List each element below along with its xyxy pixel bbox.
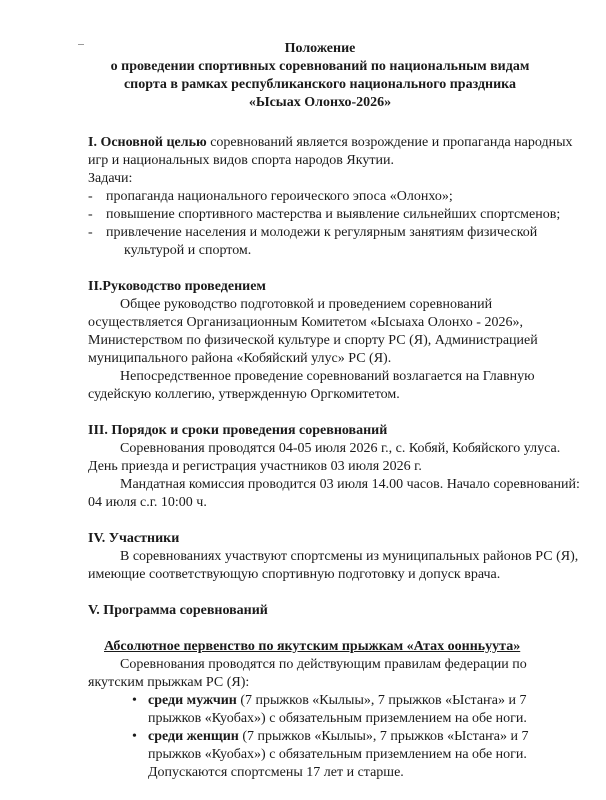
men-item-line-2: прыжков «Куобах») с обязательным приземлением на обе ноги.	[148, 711, 527, 726]
section-1-heading: I. Основной целью	[88, 135, 207, 150]
section-5-paragraph-line-1: Соревнования проводятся по действующим правилам федерации по	[120, 657, 527, 672]
women-item-line-2: прыжков «Куобах») с обязательным приземлением на обе ноги.	[148, 747, 527, 762]
task-item-1: пропаганда национального героического эпоса «Олонхо»;	[106, 189, 453, 204]
document-title: Положение	[284, 41, 356, 56]
section-3-heading: III. Порядок и сроки проведения соревнований	[88, 423, 388, 438]
task-item-3-continued: культурой и спортом.	[124, 243, 252, 258]
women-item-line-1	[148, 728, 529, 746]
document-subtitle-line-3: «Ысыах Олонхо-2026»	[248, 95, 392, 110]
section-3-paragraph-2-line-1: Мандатная комиссия проводится 03 июля 14.00 часов. Начало соревнований:	[120, 477, 580, 492]
section-2-paragraph-1-line-1: Общее руководство подготовкой и проведением соревнований	[120, 297, 493, 312]
task-dash: -	[88, 207, 93, 222]
section-4-heading: IV. Участники	[88, 531, 180, 546]
section-3-paragraph-1-line-2: День приезда и регистрация участников 03 июля 2026 г.	[88, 459, 422, 474]
section-2-paragraph-1-line-2: осуществляется Организационным Комитетом «Ысыаха Олонхо - 2026»,	[88, 315, 523, 330]
task-dash: -	[88, 189, 93, 204]
task-item-2: повышение спортивного мастерства и выявление сильнейших спортсменов;	[106, 207, 561, 222]
section-3-paragraph-2-line-2: 04 июля с.г. 10:00 ч.	[88, 495, 207, 510]
section-4-paragraph-line-1: В соревнованиях участвуют спортсмены из муниципальных районов РС (Я),	[120, 549, 579, 564]
women-item-line-3: Допускаются спортсмены 17 лет и старше.	[148, 765, 404, 780]
section-2-paragraph-2-line-1: Непосредственное проведение соревнований возлагается на Главную	[120, 369, 535, 384]
section-2-paragraph-1-line-3: Министерством по физической культуре и спорту РС (Я), Администрацией	[88, 333, 538, 348]
women-text: (7 прыжков «Кылыы», 7 прыжков «Ыстаҥа» и 7	[238, 729, 529, 744]
men-text: (7 прыжков «Кылыы», 7 прыжков «Ыстаҥа» и 7	[236, 693, 527, 708]
section-1-line-2: игр и национальных видов спорта народов Якутии.	[88, 153, 394, 168]
task-item-3: привлечение населения и молодежи к регулярным занятиям физической	[106, 225, 538, 240]
task-dash: -	[88, 225, 93, 240]
section-4-paragraph-line-2: имеющие соответствующую спортивную подготовку и допуск врача.	[88, 567, 501, 582]
section-2-paragraph-1-line-4: муниципального района «Кобяйский улус» РС (Я).	[88, 351, 392, 366]
section-2-heading: II.Руководство проведением	[88, 279, 266, 294]
section-5-subheading: Абсолютное первенство по якутским прыжкам «Атах оонньуута»	[104, 639, 521, 654]
section-1-text: соревнований является возрождение и пропаганда народных	[206, 135, 573, 150]
bullet-icon: •	[132, 729, 137, 744]
men-label: среди мужчин	[148, 693, 237, 708]
section-5-paragraph-line-2: якутским прыжкам РС (Я):	[88, 675, 250, 690]
tasks-label: Задачи:	[88, 171, 133, 186]
bullet-icon: •	[132, 693, 137, 708]
section-1-line-1	[88, 134, 573, 152]
document-subtitle-line-2: спорта в рамках республиканского национального праздника	[123, 77, 517, 92]
section-3-paragraph-1-line-1: Соревнования проводятся 04-05 июля 2026 г., с. Кобяй, Кобяйского улуса.	[120, 441, 561, 456]
women-label: среди женщин	[148, 729, 239, 744]
men-item-line-1	[148, 692, 526, 710]
section-5-heading: V. Программа соревнований	[88, 603, 268, 618]
document-subtitle-line-1: о проведении спортивных соревнований по национальным видам	[110, 59, 530, 74]
section-2-paragraph-2-line-2: судейскую коллегию, утвержденную Оргкомитетом.	[88, 387, 400, 402]
